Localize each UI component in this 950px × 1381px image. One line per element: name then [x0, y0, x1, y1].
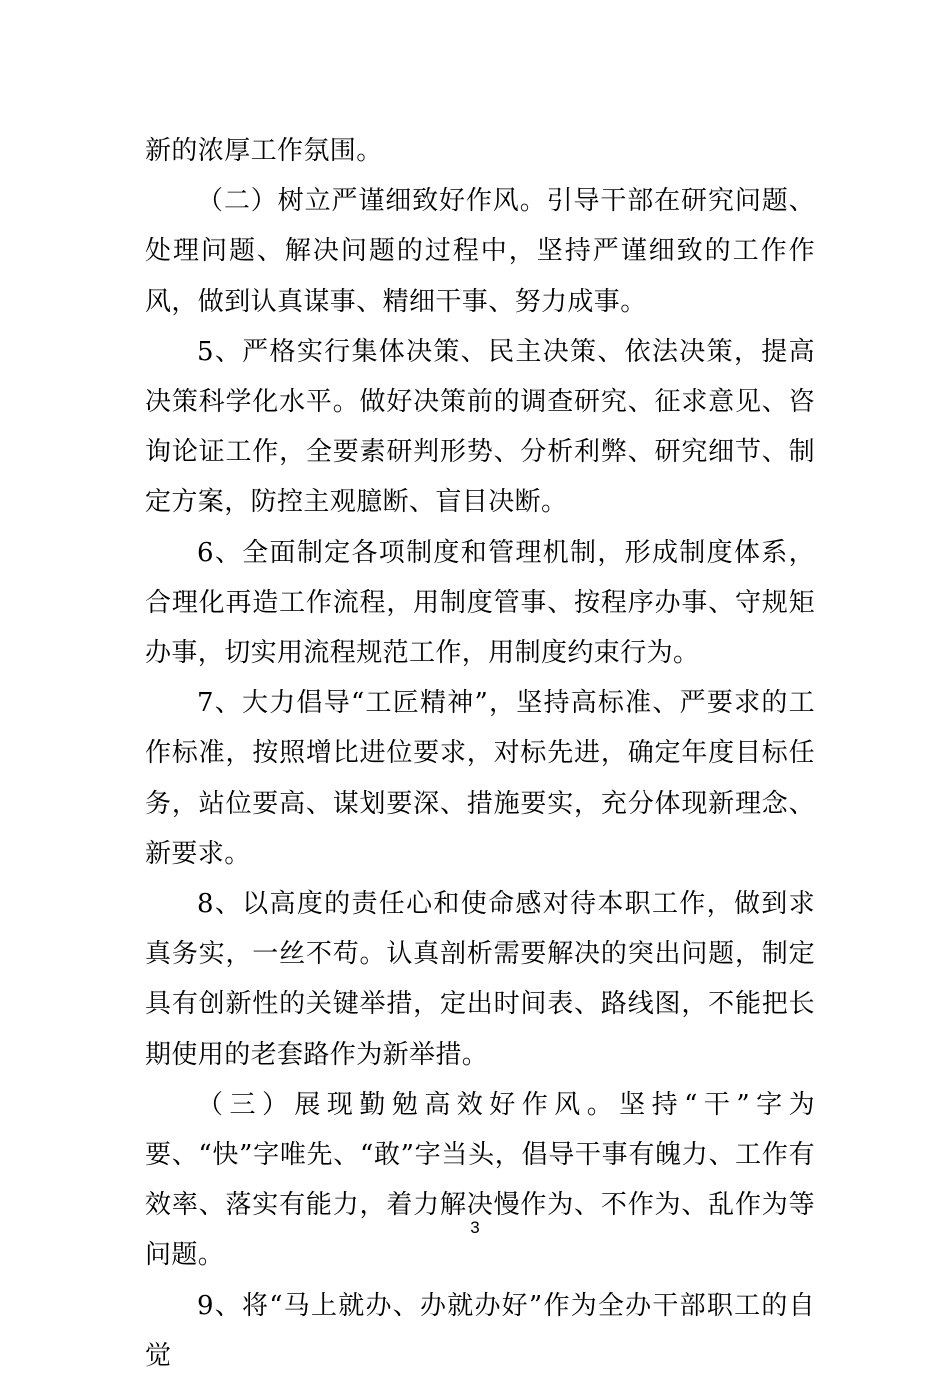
paragraph-item-5: 5、严格实行集体决策、民主决策、依法决策，提高决策科学化水平。做好决策前的调查研究、征求意见、咨询论证工作，全要素研判形势、分析利弊、研究细节、制定方案，防控主观臆断、盲目决断。: [145, 336, 815, 518]
paragraph-item-6: 6、全面制定各项制度和管理机制，形成制度体系，合理化再造工作流程，用制度管事、按程序办事、守规矩办事，切实用流程规范工作，用制度约束行为。: [145, 537, 815, 669]
body-text: [145, 126, 815, 1381]
paragraph-section-3: （三）展现勤勉高效好作风。坚持“干”字为要、“快”字唯先、“敢”字当头，倡导干事有魄力、工作有效率、落实有能力，着力解决慢作为、不作为、乱作为等问题。: [145, 1089, 815, 1271]
paragraph-continuation: 新的浓厚工作氛围。: [145, 136, 383, 166]
paragraph-item-7: 7、大力倡导“工匠精神”，坚持高标准、严要求的工作标准，按照增比进位要求，对标先进，确定年度目标任务，站位要高、谋划要深、措施要实，充分体现新理念、新要求。: [145, 688, 815, 869]
paragraph-item-9: 9、将“马上就办、办就办好”作为全办干部职工的自觉: [145, 1290, 815, 1371]
paragraph-item-8: 8、以高度的责任心和使命感对待本职工作，做到求真务实，一丝不苟。认真剖析需要解决的突出问题，制定具有创新性的关键举措，定出时间表、路线图，不能把长期使用的老套路作为新举措。: [145, 889, 815, 1070]
page-number: 3: [470, 1218, 480, 1237]
paragraph-section-2: （二）树立严谨细致好作风。引导干部在研究问题、处理问题、解决问题的过程中，坚持严谨细致的工作作风，做到认真谋事、精细干事、努力成事。: [145, 186, 815, 317]
